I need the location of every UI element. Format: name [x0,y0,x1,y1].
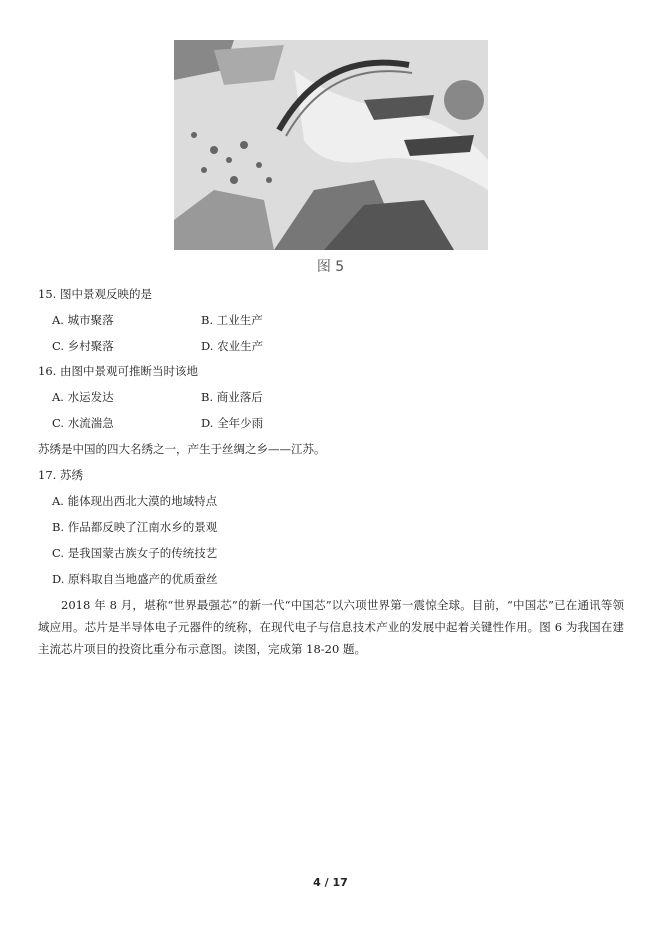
suxiu-intro: 苏绣是中国的四大名绣之一，产生于丝绸之乡——江苏。 [38,442,326,456]
q17-option-d[interactable]: D. 原料取自当地盛产的优质蚕丝 [52,572,218,586]
q15-option-d[interactable]: D. 农业生产 [201,339,264,353]
q16-option-b[interactable]: B. 商业落后 [201,390,263,404]
q16-option-a[interactable]: A. 水运发达 [52,390,114,404]
q15-option-b[interactable]: B. 工业生产 [201,313,263,327]
q16-option-d[interactable]: D. 全年少雨 [201,416,264,430]
q17-option-c[interactable]: C. 是我国蒙古族女子的传统技艺 [52,546,218,560]
question-15-stem: 15. 图中景观反映的是 [38,287,152,301]
q17-option-a[interactable]: A. 能体现出西北大漠的地域特点 [52,494,218,508]
question-17-stem: 17. 苏绣 [38,468,83,482]
page-number: 4 / 17 [313,876,348,889]
q15-option-a[interactable]: A. 城市聚落 [52,313,114,327]
question-16-stem: 16. 由图中景观可推断当时该地 [38,364,198,378]
q17-option-b[interactable]: B. 作品都反映了江南水乡的景观 [52,520,218,534]
painting-figure [174,40,488,250]
riverside-scene-illustration [174,40,488,250]
q16-option-c[interactable]: C. 水流湍急 [52,416,114,430]
q15-option-c[interactable]: C. 乡村聚落 [52,339,114,353]
chip-paragraph: 2018 年 8 月，堪称“世界最强芯”的新一代“中国芯”以六项世界第一震惊全球。目前，“中国芯”已在通讯等领域应用。芯片是半导体电子元器件的统称，在现代电子与信息技术产业的发展中起着关键性作用。图 6 为我国在建主流芯片项目的投资比重分布示意图。读图，完成第 18-20 题。 [38,598,624,656]
figure-caption: 图 5 [316,259,345,275]
